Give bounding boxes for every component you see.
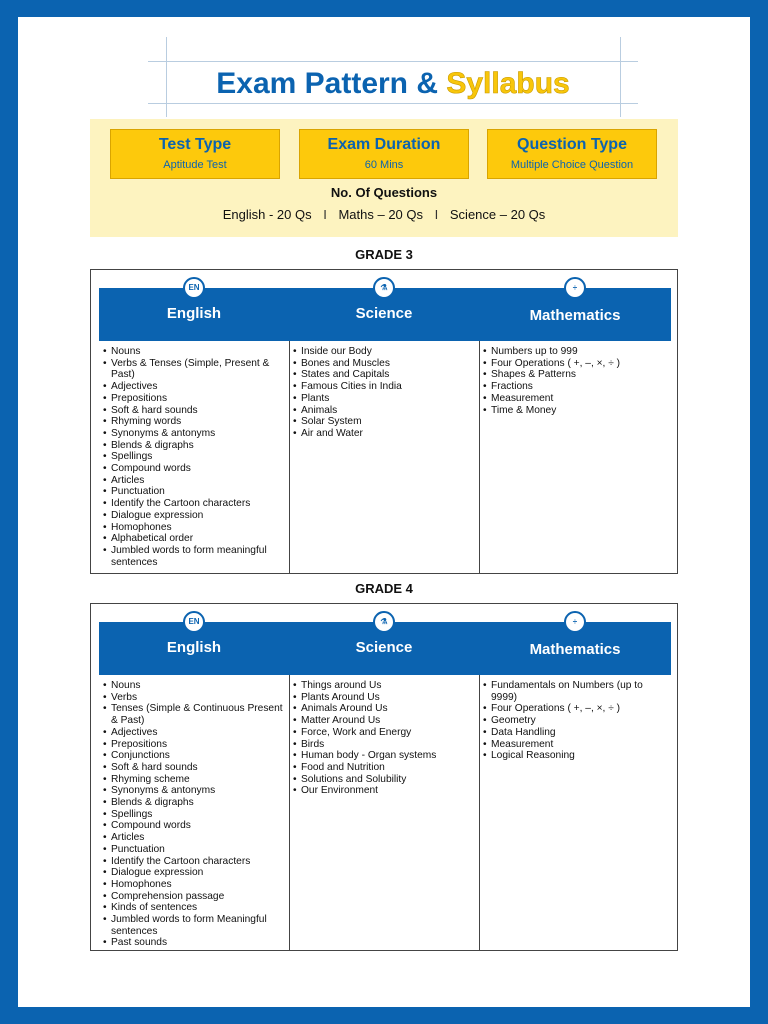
flask-icon: ⚗ bbox=[373, 611, 395, 633]
topic-item: • Rhyming words bbox=[103, 416, 285, 428]
topic-item: • Four Operations ( +, –, ×, ÷ ) bbox=[483, 703, 667, 715]
grade-3-label: GRADE 3 bbox=[355, 247, 413, 262]
topic-item: • Time & Money bbox=[483, 405, 667, 417]
topic-item: • Numbers up to 999 bbox=[483, 346, 667, 358]
grade-3-table bbox=[90, 269, 678, 574]
topic-item: • Past sounds bbox=[103, 937, 285, 949]
topic-item: • Tenses (Simple & Continuous Present & Past) bbox=[103, 703, 285, 726]
flask-icon: ⚗ bbox=[373, 277, 395, 299]
topic-item: • Synonyms & antonyms bbox=[103, 785, 285, 797]
grade-3-science-column bbox=[289, 283, 479, 440]
questions-title: No. Of Questions bbox=[330, 185, 438, 200]
topic-item: • Our Environment bbox=[293, 785, 475, 797]
topic-item: • Spellings bbox=[103, 809, 285, 821]
topic-item: • Force, Work and Energy bbox=[293, 727, 475, 739]
column-title: Science bbox=[355, 639, 413, 656]
column-title: English bbox=[166, 639, 222, 656]
topic-item: • Dialogue expression bbox=[103, 510, 285, 522]
grade-3-mathematics-column bbox=[479, 283, 671, 416]
topic-item: • Verbs bbox=[103, 692, 285, 704]
topic-item: • Logical Reasoning bbox=[483, 750, 667, 762]
column-title: Science bbox=[355, 305, 413, 322]
topic-item: • Identify the Cartoon characters bbox=[103, 856, 285, 868]
topic-item: • Jumbled words to form Meaningful sentences bbox=[103, 914, 285, 937]
questions-english: English - 20 Qs bbox=[222, 207, 312, 222]
column-title: English bbox=[166, 305, 222, 322]
en-book-icon: EN bbox=[183, 277, 205, 299]
questions-breakdown bbox=[90, 207, 678, 222]
title-block bbox=[148, 37, 638, 117]
grade-4-science-column bbox=[289, 617, 479, 797]
title-accent: Syllabus bbox=[446, 67, 570, 100]
topic-item: • Solutions and Solubility bbox=[293, 774, 475, 786]
topic-list bbox=[289, 675, 479, 797]
topic-list bbox=[479, 341, 671, 416]
column-header bbox=[479, 283, 671, 341]
test-type-box bbox=[110, 129, 280, 179]
topic-item: • Identify the Cartoon characters bbox=[103, 498, 285, 510]
topic-item: • Animals Around Us bbox=[293, 703, 475, 715]
box-value: Multiple Choice Question bbox=[510, 159, 634, 171]
topic-item: • Fractions bbox=[483, 381, 667, 393]
topic-item: • Nouns bbox=[103, 680, 285, 692]
math-icon: ÷ bbox=[564, 611, 586, 633]
topic-item: • Punctuation bbox=[103, 486, 285, 498]
title-guide-line bbox=[148, 61, 638, 62]
question-type-box bbox=[487, 129, 657, 179]
topic-item: • Prepositions bbox=[103, 393, 285, 405]
page-title bbox=[148, 67, 638, 101]
topic-item: • Compound words bbox=[103, 463, 285, 475]
topic-item: • Data Handling bbox=[483, 727, 667, 739]
column-header bbox=[289, 283, 479, 341]
column-header bbox=[289, 617, 479, 675]
topic-item: • Alphabetical order bbox=[103, 533, 285, 545]
topic-item: • Dialogue expression bbox=[103, 867, 285, 879]
topic-item: • Punctuation bbox=[103, 844, 285, 856]
column-header bbox=[99, 283, 289, 341]
topic-item: • States and Capitals bbox=[293, 369, 475, 381]
topic-item: • Birds bbox=[293, 739, 475, 751]
topic-item: • Soft & hard sounds bbox=[103, 405, 285, 417]
topic-item: • Adjectives bbox=[103, 381, 285, 393]
topic-item: • Spellings bbox=[103, 451, 285, 463]
topic-item: • Food and Nutrition bbox=[293, 762, 475, 774]
topic-item: • Jumbled words to form meaningful sentences bbox=[103, 545, 285, 568]
questions-science: Science – 20 Qs bbox=[449, 207, 546, 222]
separator: I bbox=[323, 207, 327, 222]
topic-item: • Blends & digraphs bbox=[103, 797, 285, 809]
topic-item: • Homophones bbox=[103, 879, 285, 891]
column-title: Mathematics bbox=[529, 307, 621, 324]
en-book-icon: EN bbox=[183, 611, 205, 633]
topic-list bbox=[289, 341, 479, 440]
topic-item: • Solar System bbox=[293, 416, 475, 428]
topic-item: • Animals bbox=[293, 405, 475, 417]
topic-item: • Nouns bbox=[103, 346, 285, 358]
syllabus-page bbox=[18, 17, 750, 1007]
topic-item: • Matter Around Us bbox=[293, 715, 475, 727]
separator: I bbox=[434, 207, 439, 222]
topic-item: • Soft & hard sounds bbox=[103, 762, 285, 774]
topic-item: • Kinds of sentences bbox=[103, 902, 285, 914]
topic-item: • Compound words bbox=[103, 820, 285, 832]
topic-item: • Measurement bbox=[483, 393, 667, 405]
exam-pattern-panel bbox=[90, 119, 678, 237]
topic-item: • Plants bbox=[293, 393, 475, 405]
title-guide-line bbox=[148, 103, 638, 104]
grade-4-label: GRADE 4 bbox=[355, 581, 413, 596]
grade-3-english-column bbox=[99, 283, 289, 568]
topic-item: • Homophones bbox=[103, 522, 285, 534]
box-heading: Exam Duration bbox=[327, 136, 441, 153]
topic-item: • Inside our Body bbox=[293, 346, 475, 358]
topic-item: • Synonyms & antonyms bbox=[103, 428, 285, 440]
questions-maths: Maths – 20 Qs bbox=[338, 207, 424, 222]
column-header bbox=[479, 617, 671, 675]
grade-4-table bbox=[90, 603, 678, 951]
topic-item: • Shapes & Patterns bbox=[483, 369, 667, 381]
topic-item: • Famous Cities in India bbox=[293, 381, 475, 393]
topic-item: • Air and Water bbox=[293, 428, 475, 440]
topic-list bbox=[479, 675, 671, 762]
topic-item: • Fundamentals on Numbers (up to 9999) bbox=[483, 680, 667, 703]
box-heading: Test Type bbox=[158, 136, 232, 153]
box-value: 60 Mins bbox=[364, 159, 404, 171]
box-value: Aptitude Test bbox=[163, 159, 227, 171]
grade-4-english-column bbox=[99, 617, 289, 949]
topic-item: • Rhyming scheme bbox=[103, 774, 285, 786]
math-icon: ÷ bbox=[564, 277, 586, 299]
topic-item: • Prepositions bbox=[103, 739, 285, 751]
topic-item: • Geometry bbox=[483, 715, 667, 727]
box-heading: Question Type bbox=[517, 136, 627, 153]
topic-item: • Conjunctions bbox=[103, 750, 285, 762]
topic-item: • Four Operations ( +, –, ×, ÷ ) bbox=[483, 358, 667, 370]
topic-item: • Things around Us bbox=[293, 680, 475, 692]
topic-item: • Articles bbox=[103, 832, 285, 844]
topic-item: • Articles bbox=[103, 475, 285, 487]
topic-list bbox=[99, 341, 289, 568]
column-header bbox=[99, 617, 289, 675]
title-main: Exam Pattern & bbox=[216, 67, 438, 100]
grade-4-mathematics-column bbox=[479, 617, 671, 762]
column-title: Mathematics bbox=[529, 641, 621, 658]
topic-list bbox=[99, 675, 289, 949]
topic-item: • Plants Around Us bbox=[293, 692, 475, 704]
topic-item: • Human body - Organ systems bbox=[293, 750, 475, 762]
topic-item: • Verbs & Tenses (Simple, Present & Past) bbox=[103, 358, 285, 381]
topic-item: • Bones and Muscles bbox=[293, 358, 475, 370]
topic-item: • Measurement bbox=[483, 739, 667, 751]
topic-item: • Adjectives bbox=[103, 727, 285, 739]
topic-item: • Blends & digraphs bbox=[103, 440, 285, 452]
exam-duration-box bbox=[299, 129, 469, 179]
topic-item: • Comprehension passage bbox=[103, 891, 285, 903]
